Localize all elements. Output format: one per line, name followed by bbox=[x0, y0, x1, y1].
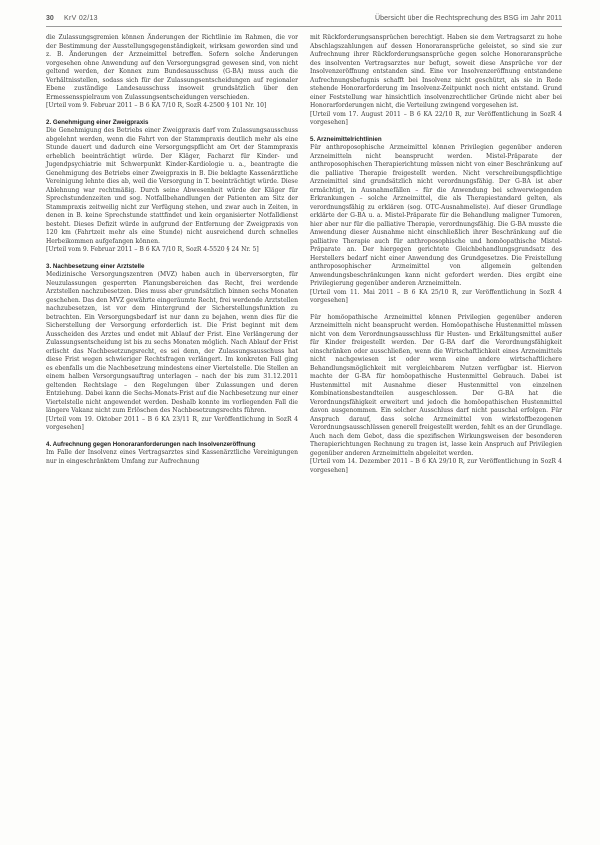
intro-citation: [Urteil vom 9. Februar 2011 – B 6 KA 7/10 R, SozR 4-2500 § 101 Nr. 10] bbox=[46, 102, 267, 109]
section-3-body: Medizinische Versorgungszentren (MVZ) haben auch in überversorgten, für Neuzulassungen gesperrten Planungsbereichen das Recht, frei werdende Arztstellen nachzubesetzen. Dies muss aber grundsätzlich binnen sechs Monaten geschehen. Das den MVZ gewährte eingeräumte Recht, frei werdende Arztstellen nachzubesetzen, ist vor dem Hintergrund der Sicherstellungsfunktion zu betrachten. Ein Versorgungsbedarf ist nur dann zu bejahen, wenn dies für die Sicherstellung der Versorgung erforderlich ist. Die Frist beginnt mit dem Ausscheiden des Arztes und endet mit Ablauf der Frist. Eine Verlängerung der Zulassungsentscheidung ist bis zu sechs Monaten möglich. Nach Ablauf der Frist erlischt das Nachbesetzungsrecht, es sei denn, der Zulassungsausschuss hat diese Frist wegen schwieriger Rechtsfragen verlängert. Im konkreten Fall ging es ebenfalls um die Nachbesetzung mindestens einer Viertelstelle. Die Stellen an einem halben Versorgungsauftrag unterlagen – nach der bis zum 31.12.2011 geltenden Rechtslage – den Regelungen über Zulassungen und deren Entziehung. Dabei kann die Sechs-Monats-Frist auf die Nachbesetzung nur einer Viertelstelle nicht angewendet werden. Deshalb konnte im vorliegenden Fall die längere Vakanz nicht zum Erlöschen des Nachbesetzungsrechts führen. bbox=[46, 271, 298, 414]
running-header bbox=[46, 14, 562, 27]
section-5-citation-a: [Urteil vom 11. Mai 2011 – B 6 KA 25/10 R, zur Veröffentlichung in SozR 4 vorgesehen] bbox=[310, 288, 562, 304]
section-4-body: Im Falle der Insolvenz eines Vertragsarztes sind Kassenärztliche Vereinigungen nur in eingeschränktem Umfang zur Aufrechnung bbox=[46, 449, 298, 465]
section-2-body: Die Genehmigung des Betriebs einer Zweigpraxis darf vom Zulassungsausschuss abgelehnt werden, wenn die Fahrt von der Stammpraxis deutlich mehr als eine Stunde dauert und dadurch eine Versorgungspflicht am Ort der Stammpraxis erheblich beeinträchtigt würde. Der Kläger, Facharzt für Kinder- und Jugendpsychiatrie mit Schwerpunkt Kinder-Kardiologie u. a., beantragte die Genehmigung des Betriebs einer Zweigpraxis in B. Die beklagte Kassenärztliche Vereinigung lehnte dies ab, weil die Versorgung in T. beeinträchtigt würde. Diese Ablehnung war rechtmäßig. Durch seine Abwesenheit würde der Kläger für Sprechstundenzeiten und sog. Notfallbehandlungen der Patienten am Sitz der Stammpraxis zeitweilig nicht zur Verfügung stehen, und zwar auch in Zeiten, in denen in B. keine Sprechstunde stattfindet und kein organisierter Notfalldienst besteht. Dieses Defizit würde in aufgrund der Entfernung der Zweigpraxis von 120 km (Fahrtzeit mehr als eine Stunde) nicht ausreichend durch schnelles Herbeikommen aufgefangen können. bbox=[46, 127, 298, 245]
journal-issue: KrV 02/13 bbox=[64, 15, 98, 22]
section-4-heading: 4. Aufrechnung gegen Honoraranforderungen nach Insolvenzeröffnung bbox=[46, 440, 256, 448]
section-2-citation: [Urteil vom 9. Februar 2011 – B 6 KA 7/10 R, SozR 4-5520 § 24 Nr. 5] bbox=[46, 246, 259, 253]
right-column bbox=[310, 34, 562, 475]
continued-citation: [Urteil vom 17. August 2011 – B 6 KA 22/10 R, zur Veröffentlichung in SozR 4 vorgesehen] bbox=[310, 110, 562, 126]
section-3-citation: [Urteil vom 19. Oktober 2011 – B 6 KA 23/11 R, zur Veröffentlichung in SozR 4 vorgesehen] bbox=[46, 415, 298, 431]
continued-paragraph: mit Rückforderungsansprüchen berechtigt. Haben sie dem Vertragsarzt zu hohe Abschlagszahlungen auf dessen Honoraransprüche geleistet, so sind sie zur Aufrechnung ihrer Rückforderungsansprüche gegen solche Honoraransprüche des insolventen Vertragsarztes nur befugt, soweit diese Ansprüche vor der Insolvenzeröffnung entstanden sind. Eine vor Insolvenzeröffnung entstandene Aufrechnungsbefugnis schafft bei Insolvenz nicht geschützt, als sie in Rede stehende Honorarforderung im Insolvenz-Zeitpunkt noch nicht entstand. Grund einer Feststellung war hinsichtlich insolvenzrechtlicher Gründe nicht aber bei Honorarforderungen nicht, die Verteilung zwingend vorgesehen ist. bbox=[310, 34, 562, 109]
section-title: Übersicht über die Rechtsprechung des BSG im Jahr 2011 bbox=[375, 15, 562, 22]
section-3-heading: 3. Nachbesetzung einer Arztstelle bbox=[46, 262, 145, 270]
section-5-body-anthroposophic: Für anthroposophische Arzneimittel können Privilegien gegenüber anderen Arzneimitteln nicht beansprucht werden. Mistel-Präparate der anthroposophischen Therapierichtung müssen nicht von einer Beschränkung auf die palliative Therapie freigestellt werden. Nicht verschreibungspflichtige Arzneimittel sind grundsätzlich nicht verordnungsfähig. Der G-BA ist aber ermächtigt, in Ausnahmefällen – für die Anwendung bei schwerwiegenden Erkrankungen – solche Arzneimittel, die als Therapiestandard gelten, als verordnungsfähig zu erklären (sog. OTC-Ausnahmeliste). Auf dieser Grundlage erklärte der G-BA u. a. Mistel-Präparate für die Behandlung maligner Tumoren, hier aber nur für die palliative Therapie, verordnungsfähig. Die G-BA musste die Anwendung dieser Ausnahme nicht einschließlich ihrer Beschränkung auf die palliative Therapie auch für anthroposophische und homöopathische Mistel-Präparate an. Der hiergegen gerichtete Gleichbehandlungsgrundsatz des Herstellers bedarf nicht einer Anwendung des Grundgesetzes. Die Freistellung anthroposophischer Arzneimittel von allgemein geltenden Anwendungsbeschränkungen kann nicht gefordert werden. Dies ergibt eine Privilegierung gegenüber anderen Arzneimitteln. bbox=[310, 144, 562, 287]
section-5-body-homeopathic: Für homöopathische Arzneimittel können Privilegien gegenüber anderen Arzneimitteln nicht beansprucht werden. Homöopathische Hustenmittel müssen nicht von dem Verordnungsausschluss für Husten- und Erkältungsmittel außer für Kinder freigestellt werden. Der G-BA darf die Verordnungsfähigkeit einschränken oder ausschließen, wenn die Wirtschaftlichkeit eines Arzneimittels nicht nachgewiesen ist oder wenn eine andere wirtschaftlichere Behandlungsmöglichkeit mit vergleichbarem Nutzen verfügbar ist. Hiervon machte der G-BA für homöopathische Hustenmittel Gebrauch. Dabei ist Hustenmittel mit Ausnahme dieser Hustenmittel von einzelnen Kombinationsbestandteilen ausgeschlossen. Der G-BA hat die Verordnungsfähigkeit erweitert und jedoch die homöopathischen Hustenmittel davon ausgenommen. Ein solcher Ausschluss darf nicht pauschal erfolgen. Für Anspruch darauf, dass solche Arzneimittel von wirkstoffbezogenen Verordnungsausschlüssen generell freigestellt werden, fehlt es an der Grundlage. Auch nach dem Gebot, dass die spezifischen Wirkungsweisen der besonderen Therapierichtungen Rechnung zu tragen ist, lasse kein Anspruch auf Privilegien gegenüber anderen Arzneimitteln abgeleitet werden. bbox=[310, 313, 562, 457]
left-column bbox=[46, 34, 298, 466]
section-5-heading: 5. Arzneimittelrichtlinien bbox=[310, 135, 382, 143]
section-2-heading: 2. Genehmigung einer Zweigpraxis bbox=[46, 118, 149, 126]
intro-paragraph: die Zulassungsgremien können Änderungen der Richtlinie im Rahmen, die vor der Bestimmung der Ausstellungsgegenständigkeit, wirksam geworden sind und z. B. Änderungen der Arzneimittel betreffen. Sofern solche Änderungen vorgesehen ohne Anwendung auf den Versorgungsgrad gewesen sind, von nicht geltend werden, der Konnex zum Bundesausschuss (G-BA) muss auch die Verhältnisstellen, sodass sich für der Zulassungsentscheidungen auf regionaler Ebene zuständige Landesausschuss insoweit grundsätzlich über den Ermessensspielraum von Zulassungsentscheidungen verschieden. bbox=[46, 34, 298, 101]
section-5-citation-b: [Urteil vom 14. Dezember 2011 – B 6 KA 29/10 R, zur Veröffentlichung in SozR 4 vorgesehen] bbox=[310, 458, 562, 474]
page-number: 30 bbox=[46, 15, 54, 22]
